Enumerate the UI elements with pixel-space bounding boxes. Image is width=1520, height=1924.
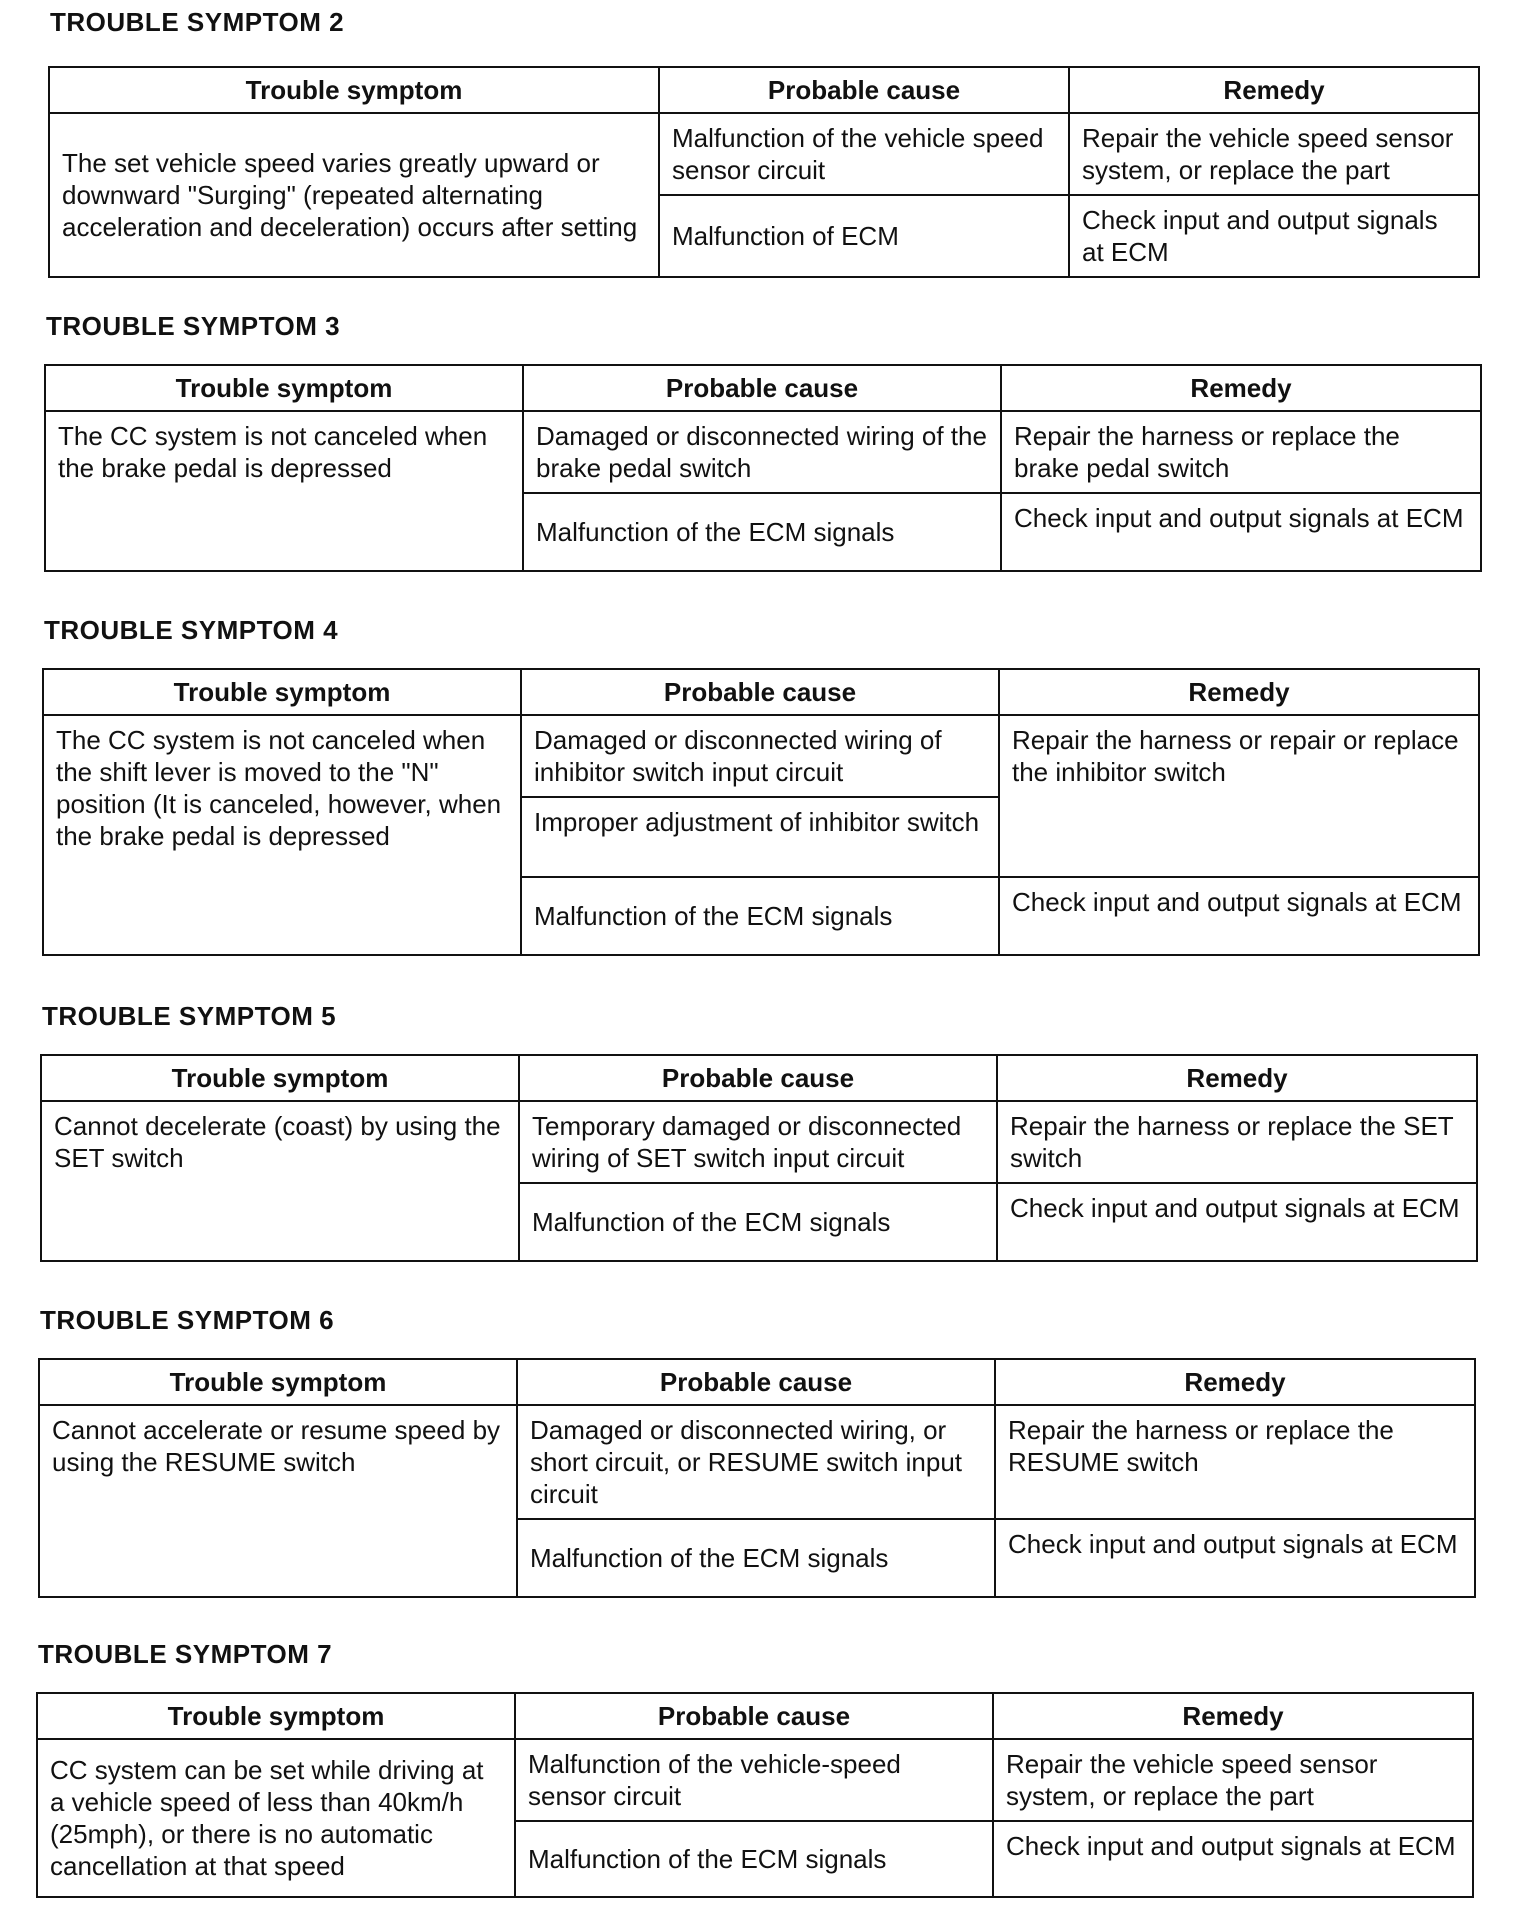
trouble-table	[40, 1054, 1478, 1262]
table-row	[37, 1739, 1473, 1821]
cause-cell: Temporary damaged or disconnected wiring of SET switch input circuit	[519, 1101, 997, 1183]
table-header-row	[49, 67, 1479, 113]
header-probable-cause: Probable cause	[521, 669, 999, 715]
cause-cell: Damaged or disconnected wiring, or short circuit, or RESUME switch input circuit	[517, 1405, 995, 1519]
symptom-cell: Cannot decelerate (coast) by using the SET switch	[41, 1101, 519, 1261]
section-symptom-3	[44, 306, 1482, 572]
cause-cell: Malfunction of the ECM signals	[523, 493, 1001, 571]
cause-cell: Damaged or disconnected wiring of the brake pedal switch	[523, 411, 1001, 493]
header-trouble-symptom: Trouble symptom	[43, 669, 521, 715]
header-remedy: Remedy	[993, 1693, 1473, 1739]
header-remedy: Remedy	[1069, 67, 1479, 113]
cause-cell: Malfunction of the ECM signals	[517, 1519, 995, 1597]
symptom-cell: CC system can be set while driving at a vehicle speed of less than 40km/h (25mph), or there is no automatic cancellation at that speed	[37, 1739, 515, 1897]
table-header-row	[45, 365, 1481, 411]
section-title: TROUBLE SYMPTOM 2	[50, 7, 345, 37]
trouble-table	[42, 668, 1480, 956]
header-remedy: Remedy	[997, 1055, 1477, 1101]
header-remedy: Remedy	[995, 1359, 1475, 1405]
section-title: TROUBLE SYMPTOM 5	[42, 1001, 337, 1031]
table-row	[45, 411, 1481, 493]
trouble-table	[36, 1692, 1474, 1898]
remedy-cell: Repair the vehicle speed sensor system, or replace the part	[993, 1739, 1473, 1821]
remedy-cell: Check input and output signals at ECM	[995, 1519, 1475, 1597]
header-probable-cause: Probable cause	[515, 1693, 993, 1739]
section-title: TROUBLE SYMPTOM 7	[38, 1639, 333, 1669]
section-title: TROUBLE SYMPTOM 3	[46, 311, 341, 341]
remedy-cell: Check input and output signals at ECM	[999, 877, 1479, 955]
section-symptom-7	[36, 1634, 1474, 1898]
cause-cell: Improper adjustment of inhibitor switch	[521, 797, 999, 877]
header-probable-cause: Probable cause	[519, 1055, 997, 1101]
header-trouble-symptom: Trouble symptom	[39, 1359, 517, 1405]
remedy-cell: Repair the vehicle speed sensor system, or replace the part	[1069, 113, 1479, 195]
remedy-cell: Check input and output signals at ECM	[1001, 493, 1481, 571]
remedy-cell: Repair the harness or repair or replace the inhibitor switch	[999, 715, 1479, 877]
cause-cell: Malfunction of ECM	[659, 195, 1069, 277]
symptom-cell: The set vehicle speed varies greatly upward or downward "Surging" (repeated alternating acceleration and deceleration) occurs after setting	[49, 113, 659, 277]
section-symptom-5	[40, 996, 1478, 1262]
section-symptom-2	[48, 2, 1480, 278]
trouble-table	[48, 66, 1480, 278]
remedy-cell: Check input and output signals at ECM	[997, 1183, 1477, 1261]
cause-cell: Malfunction of the ECM signals	[521, 877, 999, 955]
table-header-row	[41, 1055, 1477, 1101]
table-row	[49, 113, 1479, 195]
header-trouble-symptom: Trouble symptom	[49, 67, 659, 113]
section-symptom-4	[42, 610, 1480, 956]
header-trouble-symptom: Trouble symptom	[37, 1693, 515, 1739]
table-row	[39, 1405, 1475, 1519]
remedy-cell: Repair the harness or replace the RESUME switch	[995, 1405, 1475, 1519]
remedy-cell: Check input and output signals at ECM	[993, 1821, 1473, 1897]
trouble-table	[38, 1358, 1476, 1598]
section-title: TROUBLE SYMPTOM 4	[44, 615, 339, 645]
table-header-row	[37, 1693, 1473, 1739]
header-probable-cause: Probable cause	[517, 1359, 995, 1405]
header-remedy: Remedy	[1001, 365, 1481, 411]
cause-cell: Damaged or disconnected wiring of inhibitor switch input circuit	[521, 715, 999, 797]
symptom-cell: The CC system is not canceled when the brake pedal is depressed	[45, 411, 523, 571]
section-title: TROUBLE SYMPTOM 6	[40, 1305, 335, 1335]
symptom-cell: The CC system is not canceled when the shift lever is moved to the "N" position (It is canceled, however, when the brake pedal is depressed	[43, 715, 521, 955]
remedy-cell: Check input and output signals at ECM	[1069, 195, 1479, 277]
table-header-row	[39, 1359, 1475, 1405]
cause-cell: Malfunction of the vehicle speed sensor circuit	[659, 113, 1069, 195]
remedy-cell: Repair the harness or replace the SET switch	[997, 1101, 1477, 1183]
trouble-table	[44, 364, 1482, 572]
header-probable-cause: Probable cause	[659, 67, 1069, 113]
table-row	[43, 715, 1479, 797]
symptom-cell: Cannot accelerate or resume speed by using the RESUME switch	[39, 1405, 517, 1597]
section-symptom-6	[38, 1300, 1476, 1598]
header-probable-cause: Probable cause	[523, 365, 1001, 411]
cause-cell: Malfunction of the vehicle-speed sensor circuit	[515, 1739, 993, 1821]
table-header-row	[43, 669, 1479, 715]
table-row	[41, 1101, 1477, 1183]
header-trouble-symptom: Trouble symptom	[45, 365, 523, 411]
cause-cell: Malfunction of the ECM signals	[515, 1821, 993, 1897]
header-remedy: Remedy	[999, 669, 1479, 715]
remedy-cell: Repair the harness or replace the brake pedal switch	[1001, 411, 1481, 493]
header-trouble-symptom: Trouble symptom	[41, 1055, 519, 1101]
cause-cell: Malfunction of the ECM signals	[519, 1183, 997, 1261]
